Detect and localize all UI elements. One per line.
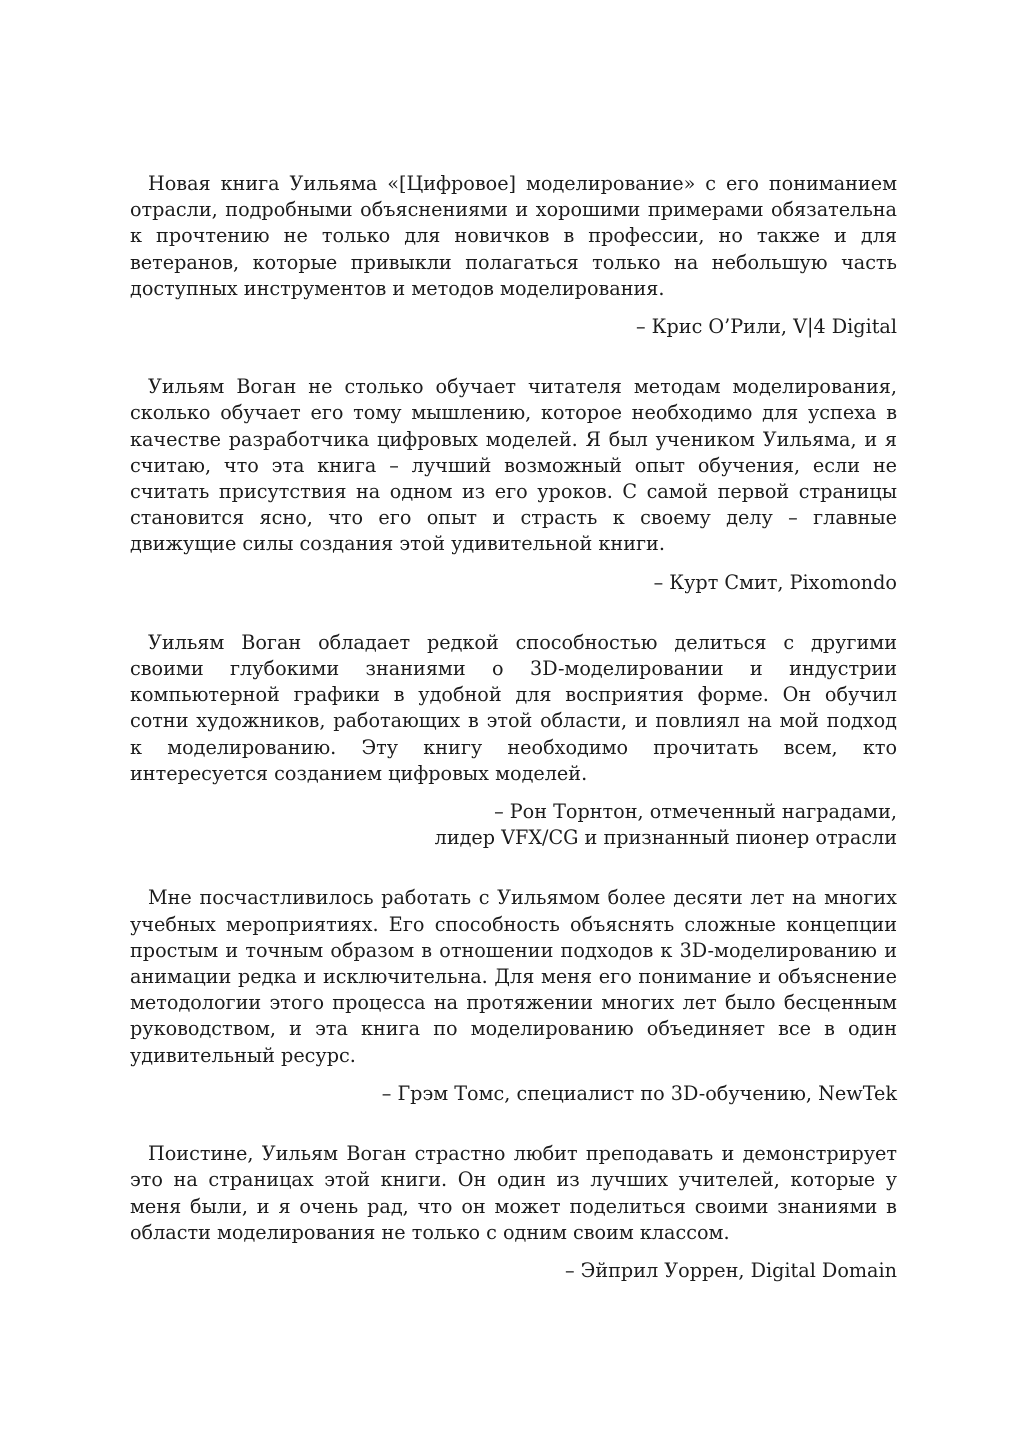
author-line: – Грэм Томс, специалист по 3D-обучению, NewTek <box>381 1081 897 1105</box>
review-4 <box>130 885 897 1107</box>
review-author <box>130 570 897 596</box>
review-quote: Уильям Воган не столько обучает читателя методам моделирования, сколько обучает его тому мышлению, которое необходимо для успеха в качестве разработчика цифровых моделей. Я был учеником Уильяма, и я считаю, что эта книга – лучший возможный опыт обучения, если не считать присутствия на одном из его уроков. С самой первой страницы становится ясно, что его опыт и страсть к своему делу – главные движущие силы создания этой удивительной книги. <box>130 375 897 556</box>
review-quote: Поистине, Уильям Воган страстно любит преподавать и демонстрирует это на страницах этой книги. Он один из лучших учителей, которые у меня были, и я очень рад, что он может поделиться своими знаниями в области моделирования не только с одним своим классом. <box>130 1142 897 1244</box>
review-author <box>130 1081 897 1107</box>
review-author <box>130 1258 897 1284</box>
review-1 <box>130 171 897 340</box>
review-quote: Уильям Воган обладает редкой способностью делиться с другими своими глубокими знаниями о 3D-моделировании и индустрии компьютерной графики в удобной для восприятия форме. Он обучил сотни художников, работающих в этой области, и повлиял на мой подход к моделированию. Эту книгу необходимо прочитать всем, кто интересуется созданием цифровых моделей. <box>130 630 897 785</box>
author-line: – Эйприл Уоррен, Digital Domain <box>564 1258 897 1282</box>
review-5 <box>130 1141 897 1284</box>
author-line: лидер VFX/CG и признанный пионер отрасли <box>434 826 897 850</box>
review-quote: Новая книга Уильяма «[Цифровое] моделирование» с его пониманием отрасли, подробными объяснениями и хорошими примерами обязательна к прочтению не только для новичков в профессии, но также и для ветеранов, которые привыкли полагаться только на небольшую часть доступных инструментов и методов моделирования. <box>130 172 897 300</box>
author-line: – Курт Смит, Pixomondo <box>653 570 897 594</box>
reviews-page <box>130 171 897 1284</box>
review-3 <box>130 630 897 852</box>
review-author <box>130 314 897 340</box>
review-2 <box>130 374 897 596</box>
author-line: – Рон Торнтон, отмеченный наградами, <box>494 800 897 824</box>
author-line: – Крис О’Рили, V|4 Digital <box>635 315 897 339</box>
review-quote: Мне посчастливилось работать с Уильямом более десяти лет на многих учебных мероприятиях. Его способность объяснять сложные концепции простым и точным образом в отношении подходов к 3D-моделированию и анимации редка и исключительна. Для меня его понимание и объяснение методологии этого процесса на протяжении многих лет было бесценным руководством, и эта книга по моделированию объединяет все в один удивительный ресурс. <box>130 886 897 1067</box>
review-author <box>130 799 897 851</box>
